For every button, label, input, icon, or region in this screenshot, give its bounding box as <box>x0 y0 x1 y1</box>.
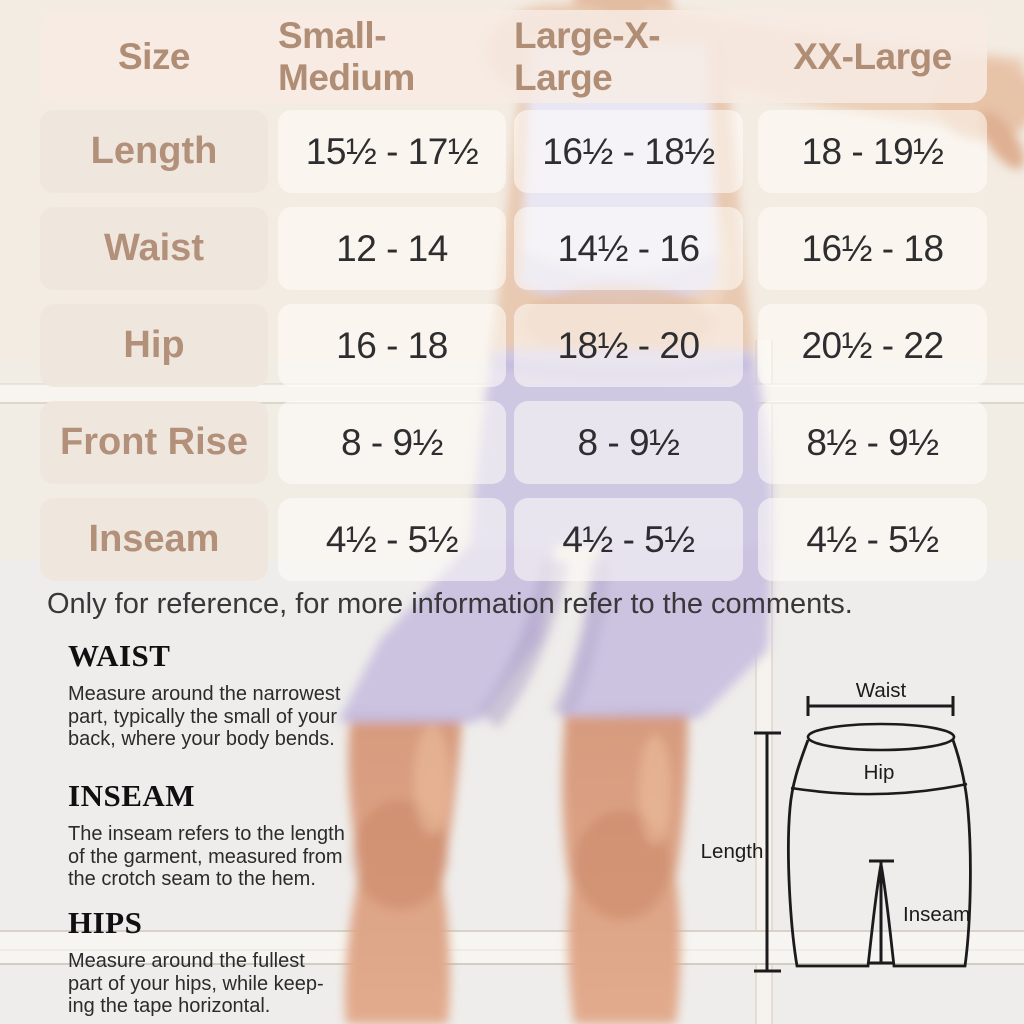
column-header-small-medium: Small-Medium <box>278 14 415 98</box>
hip-diagram-label: Hip <box>863 761 895 784</box>
inseam-diagram-label: Inseam <box>903 903 971 926</box>
reference-note: Only for reference, for more information refer to the comments. <box>47 588 853 620</box>
table-cell: 18 - 19½ <box>758 110 987 193</box>
inseam-measure-line <box>869 861 894 963</box>
hip-seam-line <box>791 784 967 794</box>
row-label-hip: Hip <box>40 304 268 387</box>
shorts-measurement-diagram <box>690 648 1020 1024</box>
table-cell: 14½ - 16 <box>514 207 743 290</box>
table-cell: 4½ - 5½ <box>278 498 506 581</box>
table-cell: 16 - 18 <box>278 304 506 387</box>
table-cell: 8 - 9½ <box>514 401 743 484</box>
inseam-heading: INSEAM <box>68 778 196 813</box>
row-label-length: Length <box>40 110 268 193</box>
table-cell: 12 - 14 <box>278 207 506 290</box>
table-cell: 18½ - 20 <box>514 304 743 387</box>
inseam-definition: INSEAM The inseam refers to the length of the garment, measured from the crotch seam to the hem. <box>68 778 378 891</box>
waist-heading: WAIST <box>68 638 171 673</box>
column-header-xx-large: XX-Large <box>793 35 952 77</box>
table-cell: 8½ - 9½ <box>758 401 987 484</box>
table-cell: 15½ - 17½ <box>278 110 506 193</box>
column-header-size: Size <box>117 35 191 77</box>
table-cell: 20½ - 22 <box>758 304 987 387</box>
table-cell: 4½ - 5½ <box>514 498 743 581</box>
row-label-inseam: Inseam <box>40 498 268 581</box>
row-label-waist: Waist <box>40 207 268 290</box>
table-cell: 16½ - 18½ <box>514 110 743 193</box>
waistband-outline <box>808 724 954 750</box>
waist-diagram-label: Waist <box>855 679 907 702</box>
length-diagram-label: Length <box>700 840 764 863</box>
table-cell: 8 - 9½ <box>278 401 506 484</box>
column-header-large-x-large: Large-X-Large <box>514 14 661 98</box>
hips-definition: HIPS Measure around the fullest part of your hips, while keep- ing the tape horizontal. <box>68 905 378 1018</box>
hips-heading: HIPS <box>68 905 143 940</box>
row-label-front-rise: Front Rise <box>40 401 268 484</box>
table-cell: 4½ - 5½ <box>758 498 987 581</box>
table-cell: 16½ - 18 <box>758 207 987 290</box>
waist-definition: WAIST Measure around the narrowest part, typically the small of your back, where your body bends. <box>68 638 378 751</box>
